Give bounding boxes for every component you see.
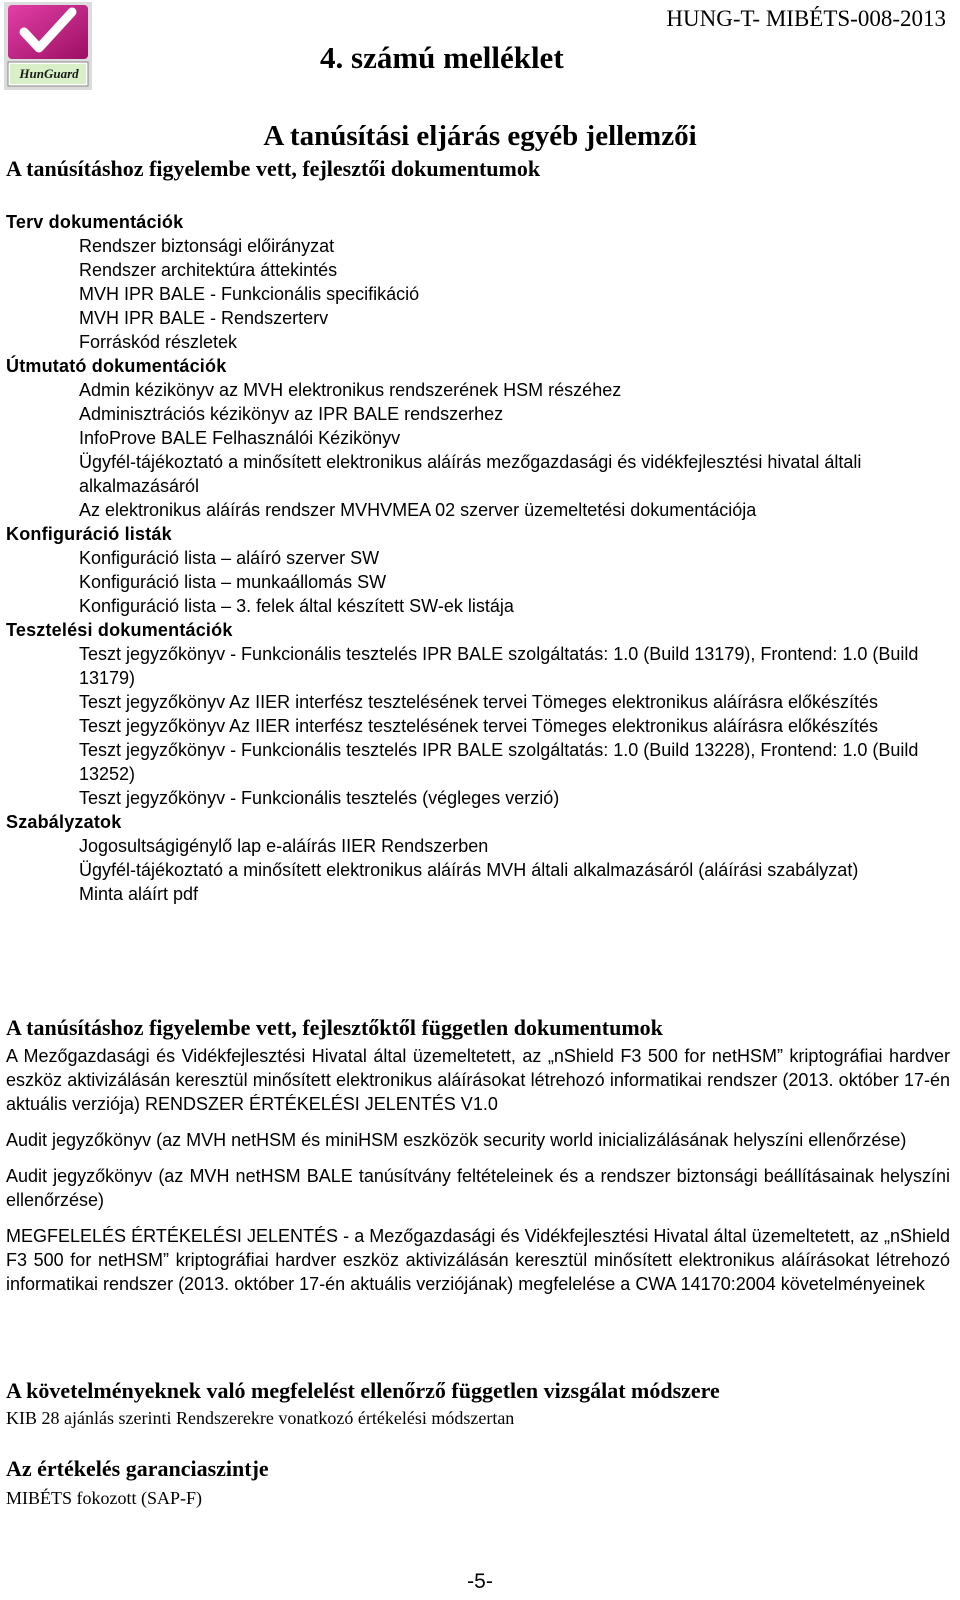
section-heading-method: A követelményeknek való megfelelést ellenőrző független vizsgálat módszere (6, 1378, 720, 1403)
appendix-label: 4. számú melléklet (320, 40, 564, 75)
list-item: MVH IPR BALE - Funkcionális specifikáció (79, 284, 420, 304)
list-item: Teszt jegyzőkönyv - Funkcionális tesztelés IPR BALE szolgáltatás: 1.0 (Build 13228), Frontend: 1.0 (Build 13252) (79, 740, 919, 784)
list-item: InfoProve BALE Felhasználói Kézikönyv (79, 428, 401, 448)
paragraph: Audit jegyzőkönyv (az MVH netHSM és miniHSM eszközök security world inicializálásának helyszíni ellenőrzése) (6, 1130, 907, 1150)
list-item: Rendszer biztonsági előirányzat (79, 236, 335, 256)
list-item: Forráskód részletek (79, 332, 238, 352)
group-design-docs (6, 210, 951, 354)
list-item: Teszt jegyzőkönyv - Funkcionális tesztelés (végleges verzió) (79, 788, 560, 808)
developer-docs-list (6, 210, 951, 906)
list-item: Az elektronikus aláírás rendszer MVHVMEA 02 szerver üzemeltetési dokumentációja (79, 500, 757, 520)
section-heading-assurance: Az értékelés garanciaszintje (6, 1456, 269, 1481)
logo-text: HunGuard (19, 66, 79, 81)
group-heading: Szabályzatok (6, 812, 122, 832)
list-item: Teszt jegyzőkönyv - Funkcionális tesztelés IPR BALE szolgáltatás: 1.0 (Build 13179), Frontend: 1.0 (Build 13179) (79, 644, 919, 688)
page-number: -5- (467, 1570, 493, 1593)
list-item: Adminisztrációs kézikönyv az IPR BALE rendszerhez (79, 404, 504, 424)
group-guide-docs (6, 354, 951, 522)
list-item: Konfiguráció lista – munkaállomás SW (79, 572, 387, 592)
paragraph: MEGFELELÉS ÉRTÉKELÉSI JELENTÉS - a Mezőgazdasági és Vidékfejlesztési Hivatal által üzemeltetett, az „nShield F3 500 for netHSM” kriptográfiai hardver eszköz aktivizálásán keresztül minősített elektronikus aláírásokat létrehozó informatikai rendszer (2013. október 17-én aktuális verziójának) megfelelése a CWA 14170:2004 követelményeinek (6, 1226, 950, 1294)
list-item: Teszt jegyzőkönyv Az IIER interfész tesztelésének tervei Tömeges elektronikus aláírásra előkészítés (79, 692, 879, 712)
list-item: Rendszer architektúra áttekintés (79, 260, 338, 280)
paragraph: Audit jegyzőkönyv (az MVH netHSM BALE tanúsítvány feltételeinek és a rendszer biztonsági beállításainak helyszíni ellenőrzése) (6, 1166, 950, 1210)
group-config-lists (6, 522, 951, 618)
group-test-docs (6, 618, 951, 810)
group-heading: Útmutató dokumentációk (6, 356, 227, 376)
list-item: Admin kézikönyv az MVH elektronikus rendszerének HSM részéhez (79, 380, 622, 400)
list-item: Konfiguráció lista – aláíró szerver SW (79, 548, 380, 568)
group-heading: Terv dokumentációk (6, 212, 184, 232)
list-item: Teszt jegyzőkönyv Az IIER interfész tesztelésének tervei Tömeges elektronikus aláírásra előkészítés (79, 716, 879, 736)
list-item: Jogosultságigénylő lap e-aláírás IIER Rendszerben (79, 836, 489, 856)
document-id: HUNG-T- MIBÉTS-008-2013 (666, 6, 946, 31)
group-heading: Tesztelési dokumentációk (6, 620, 233, 640)
section-heading-developer-docs: A tanúsításhoz figyelembe vett, fejlesztői dokumentumok (6, 156, 541, 181)
list-item: Ügyfél-tájékoztató a minősített elektronikus aláírás mezőgazdasági és vidékfejlesztési hivatal általi alkalmazásáról (79, 452, 862, 496)
hunguard-logo (4, 2, 92, 90)
method-text: KIB 28 ajánlás szerinti Rendszerekre vonatkozó értékelési módszertan (6, 1408, 515, 1428)
group-heading: Konfiguráció listák (6, 524, 172, 544)
list-item: Minta aláírt pdf (79, 884, 199, 904)
list-item: Ügyfél-tájékoztató a minősített elektronikus aláírás MVH általi alkalmazásáról (aláírási szabályzat) (79, 860, 859, 880)
independent-docs (6, 1044, 950, 1308)
list-item: MVH IPR BALE - Rendszerterv (79, 308, 329, 328)
group-regulations (6, 810, 951, 906)
list-item: Konfiguráció lista – 3. felek által készített SW-ek listája (79, 596, 514, 616)
page-title: A tanúsítási eljárás egyéb jellemzői (263, 120, 697, 152)
section-heading-independent-docs: A tanúsításhoz figyelembe vett, fejlesztőktől független dokumentumok (6, 1015, 663, 1040)
paragraph: A Mezőgazdasági és Vidékfejlesztési Hivatal által üzemeltetett, az „nShield F3 500 for netHSM” kriptográfiai hardver eszköz aktivizálásán keresztül minősített elektronikus aláírásokat létrehozó informatikai rendszer (2013. október 17-én aktuális verziója) RENDSZER ÉRTÉKELÉSI JELENTÉS V1.0 (6, 1046, 950, 1114)
assurance-text: MIBÉTS fokozott (SAP-F) (6, 1488, 203, 1508)
